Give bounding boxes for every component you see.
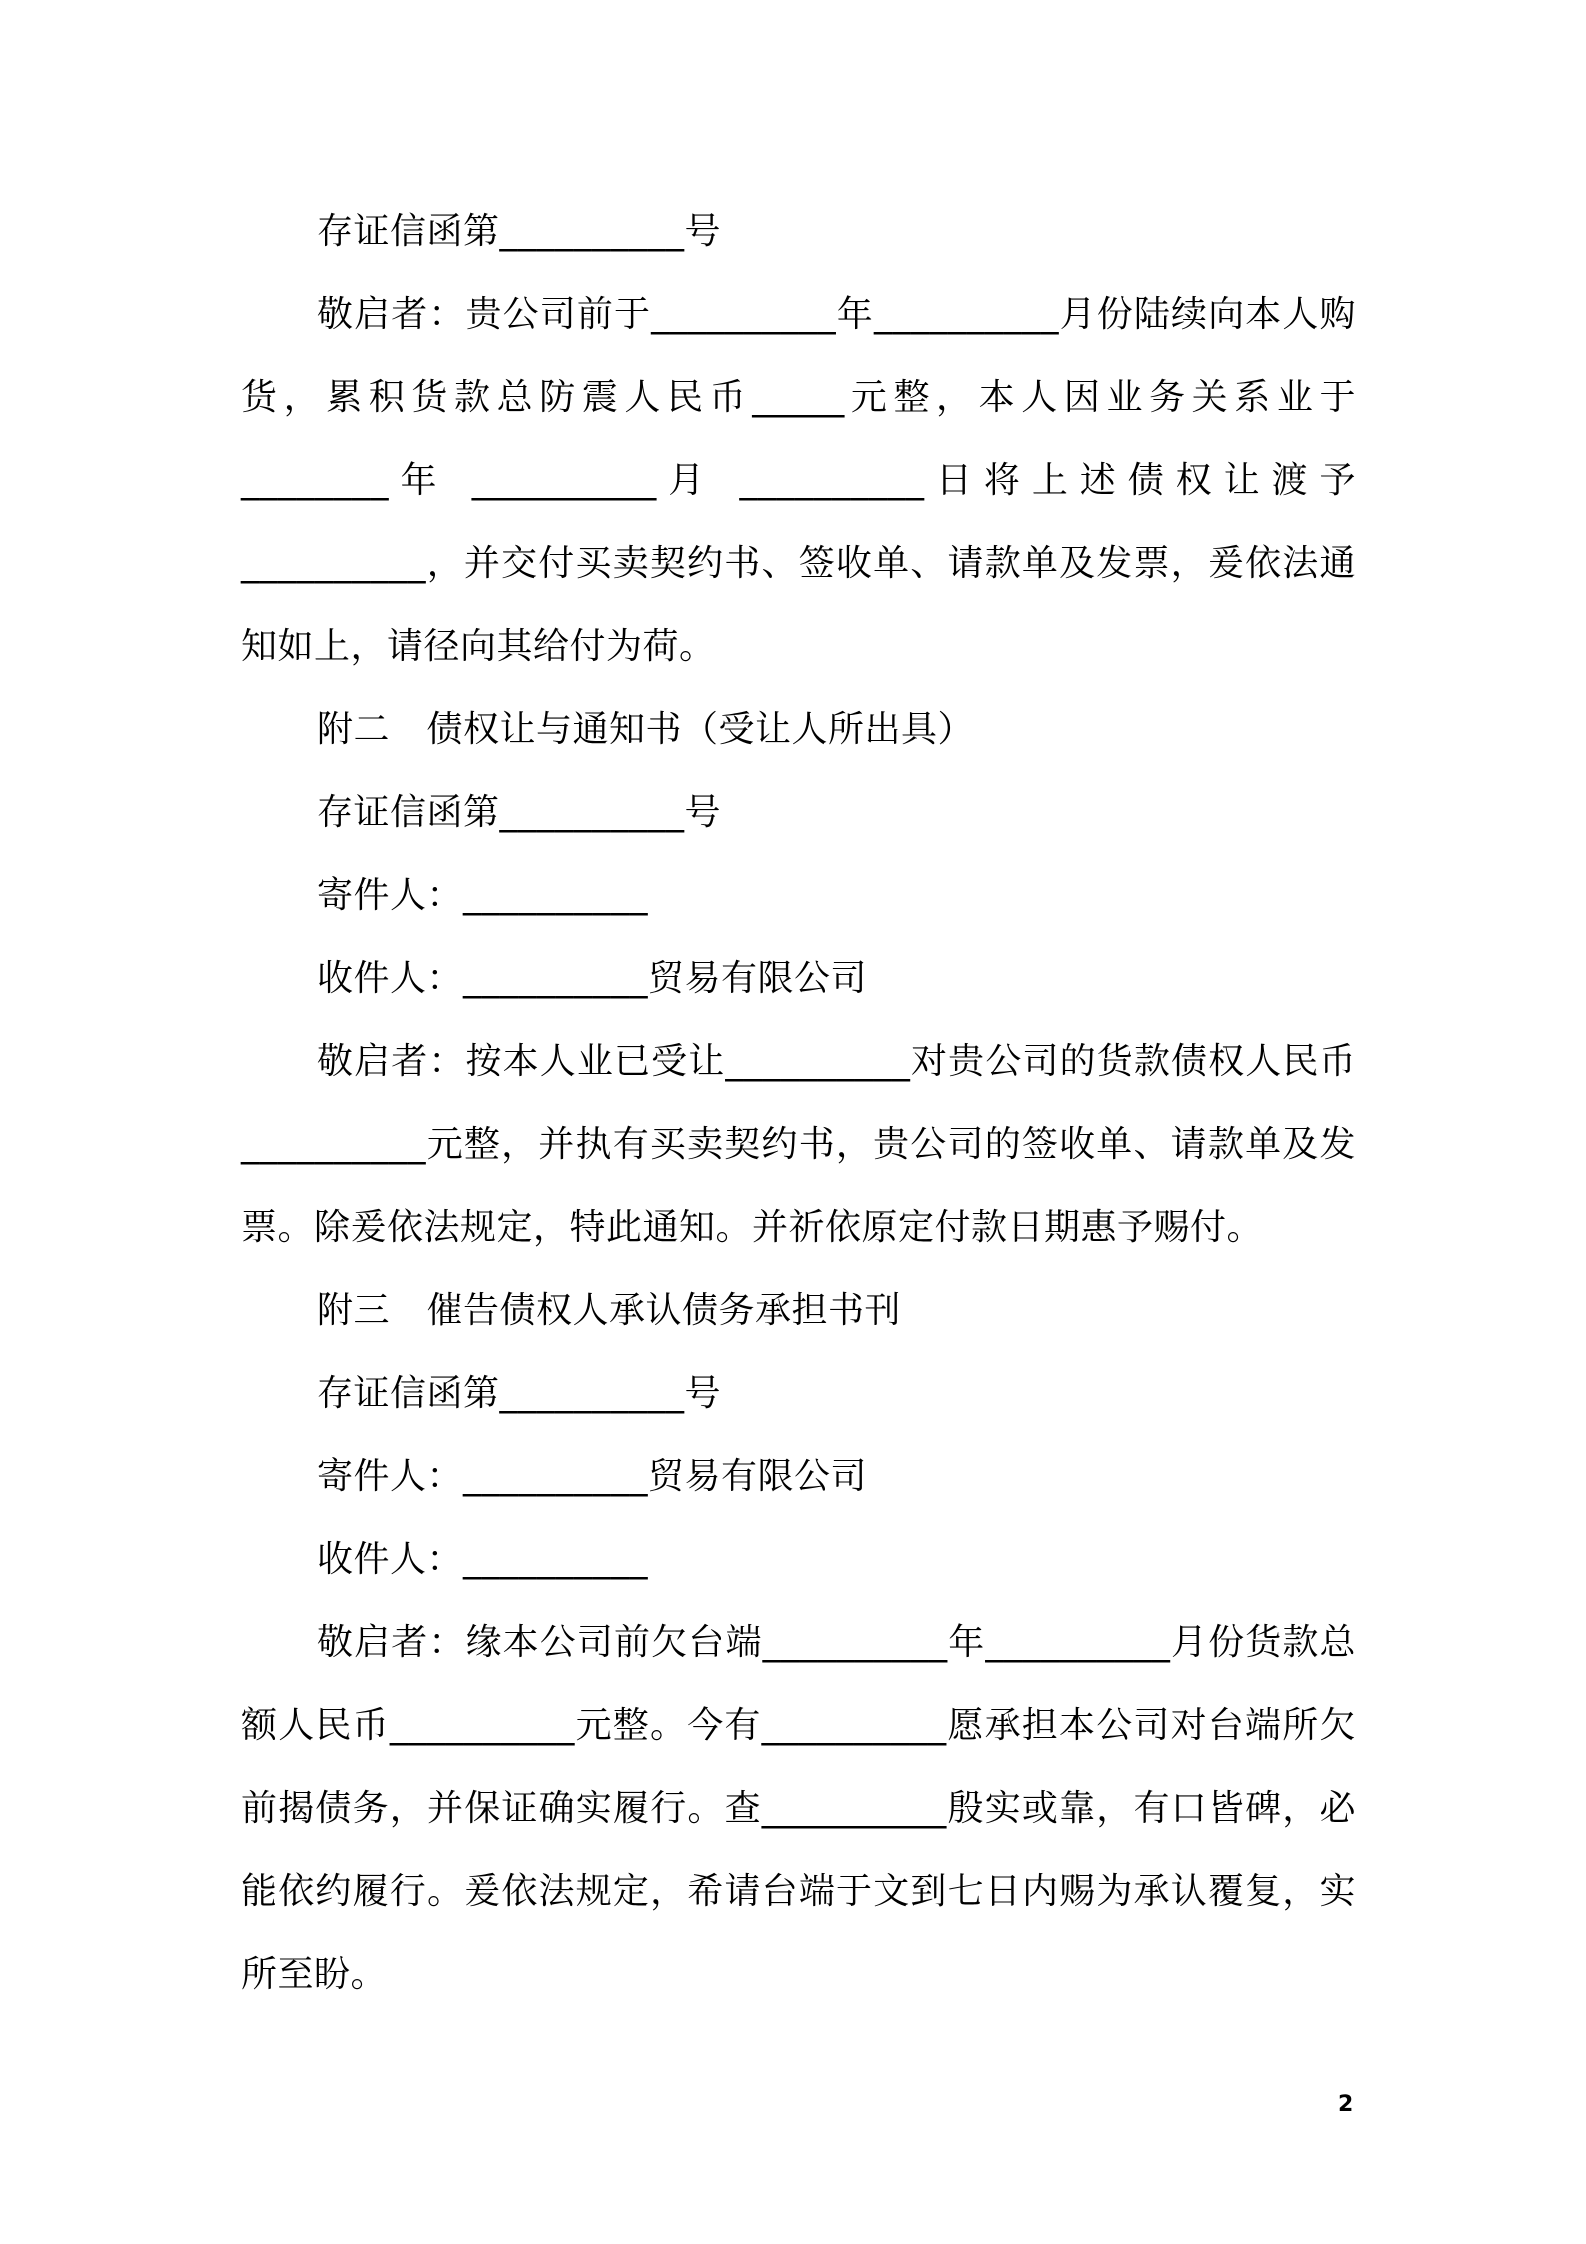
paragraph-sender-3: 寄件人：__________贸易有限公司 [317, 1456, 868, 1497]
page-number: 2 [1338, 2092, 1354, 2117]
paragraph-letter-number-2: 存证信函第__________号 [317, 792, 722, 833]
paragraph-letter-number-3: 存证信函第__________号 [317, 1373, 722, 1414]
document-body [241, 190, 1356, 2016]
paragraph-transferee-notice: 敬启者：按本人业已受让__________对贵公司的货款债权人民币__________元整，并执有买卖契约书，贵公司的签收单、请款单及发票。除爰依法规定，特此通知。并祈依原定付款日期惠予赐付。 [241, 1041, 1356, 1248]
paragraph-recipient-3: 收件人：__________ [317, 1539, 649, 1580]
paragraph-debt-assumption-notice: 敬启者：缘本公司前欠台端__________年__________月份货款总额人民币__________元整。今有__________愿承担本公司对台端所欠前揭债务，并保证确实履行。查__________殷实或靠，有口皆碑，必能依约履行。爰依法规定，希请台端于文到七日内赐为承认覆复，实所至盼。 [241, 1622, 1356, 1995]
section-heading-appendix-2: 附二 债权让与通知书（受让人所出具） [317, 709, 975, 750]
section-heading-appendix-3: 附三 催告债权人承认债务承担书刊 [317, 1290, 902, 1331]
paragraph-sender-2: 寄件人：__________ [317, 875, 649, 916]
paragraph-recipient-2: 收件人：__________贸易有限公司 [317, 958, 868, 999]
paragraph-letter-number-1: 存证信函第__________号 [317, 211, 722, 252]
paragraph-assignment-notice: 敬启者：贵公司前于__________年__________月份陆续向本人购货，累积货款总防震人民币_____元整，本人因业务关系业于________年 __________月 __________日将上述债权让渡予__________，并交付买卖契约书、签收单、请款单及发票，爰依法通知如上，请径向其给付为荷。 [241, 294, 1356, 667]
